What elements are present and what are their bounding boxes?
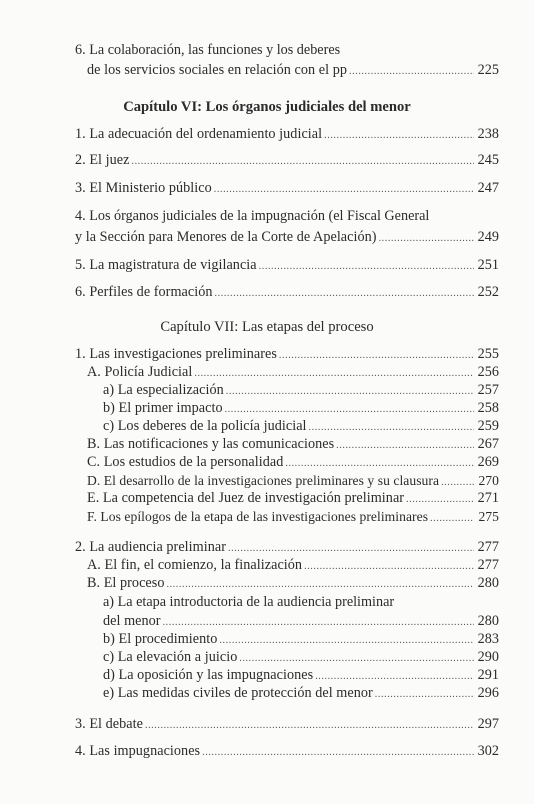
toc-entry-page: 283 (477, 631, 499, 647)
toc-entry-page: 271 (477, 490, 499, 506)
dot-leader (202, 744, 474, 761)
toc-entry (87, 490, 499, 508)
toc-entry (103, 382, 499, 400)
toc-entry-page: 225 (477, 62, 499, 78)
dot-leader (315, 668, 474, 685)
toc-entry (75, 180, 499, 198)
toc-entry (87, 508, 499, 527)
toc-entry-label: 1. La adecuación del ordenamiento judicial (75, 126, 323, 142)
toc-entry-label: c) Los deberes de la policía judicial (103, 418, 307, 434)
toc-entry-page: 277 (477, 539, 499, 555)
toc-entry-label: 6. La colaboración, las funciones y los deberes (75, 42, 341, 58)
toc-entry (87, 436, 499, 454)
dot-leader (145, 717, 474, 734)
toc-entry-label: E. La competencia del Juez de investigación preliminar (87, 490, 405, 506)
toc-entry (103, 631, 499, 649)
toc-entry (75, 346, 499, 364)
toc-entry (75, 126, 499, 144)
toc-entry (103, 418, 499, 436)
dot-leader (228, 540, 474, 557)
toc-entry-page: 269 (477, 454, 499, 470)
toc-entry-label: del menor (103, 613, 161, 629)
toc-entry-page: 302 (477, 743, 499, 759)
chapter-heading: Capítulo VII: Las etapas del proceso (160, 319, 374, 335)
toc-entry-label: y la Sección para Menores de la Corte de Apelación) (75, 229, 377, 245)
toc-entry-label: D. El desarrollo de la investigaciones preliminares y su clausura (87, 473, 440, 488)
toc-entry (75, 743, 499, 761)
toc-entry-label: B. El proceso (87, 575, 165, 591)
toc-entry-label: a) La especialización (103, 382, 224, 398)
toc-entry-page: 290 (477, 649, 499, 665)
toc-entry-label: 2. La audiencia preliminar (75, 539, 226, 555)
dot-leader (430, 510, 474, 527)
toc-entry-page: 252 (477, 284, 499, 300)
toc-entry-page: 291 (477, 667, 499, 683)
dot-leader (194, 365, 474, 382)
dot-leader (441, 474, 474, 491)
toc-entry (87, 472, 499, 491)
toc-entry (103, 685, 499, 703)
dot-leader (349, 63, 474, 80)
toc-entry (87, 557, 499, 575)
toc-entry (75, 257, 499, 275)
dot-leader (336, 437, 474, 454)
toc-entry-label: 1. Las investigaciones preliminares (75, 346, 277, 362)
toc-entry-label: A. Policía Judicial (87, 364, 193, 380)
toc-entry-page: 247 (477, 180, 499, 196)
toc-entry-page: 258 (477, 400, 499, 416)
toc-entry-label: 3. El Ministerio público (75, 180, 212, 196)
toc-entry-label: B. Las notificaciones y las comunicaciones (87, 436, 335, 452)
toc-entry-label: F. Los epílogos de la etapa de las investigaciones preliminares (87, 509, 429, 524)
toc-entry (87, 575, 499, 593)
toc-entry (75, 539, 499, 557)
dot-leader (285, 455, 474, 472)
toc-entry-page: 257 (477, 382, 499, 398)
toc-entry (87, 454, 499, 472)
dot-leader (379, 230, 474, 247)
toc-entry-label: 3. El debate (75, 716, 143, 732)
toc-entry-line (75, 208, 429, 225)
toc-entry-page: 280 (477, 613, 499, 629)
dot-leader (226, 383, 474, 400)
toc-entry (87, 364, 499, 382)
toc-entry-page: 255 (477, 346, 499, 362)
toc-entry-label: a) La etapa introductoria de la audiencia preliminar (103, 594, 395, 610)
toc-entry-label: de los servicios sociales en relación con el pp (87, 62, 348, 78)
dot-leader (375, 686, 474, 703)
dot-leader (279, 347, 474, 364)
toc-entry-page: 280 (477, 575, 499, 591)
toc-entry-page: 277 (477, 557, 499, 573)
toc-entry (75, 152, 499, 170)
toc-entry (103, 400, 499, 418)
dot-leader (324, 127, 474, 144)
toc-entry-page: 296 (477, 685, 499, 701)
toc-entry-label: e) Las medidas civiles de protección del menor (103, 685, 373, 701)
dot-leader (239, 650, 474, 667)
toc-entry-page: 259 (477, 418, 499, 434)
toc-entry-label: c) La elevación a juicio (103, 649, 238, 665)
dot-leader (131, 153, 474, 170)
dot-leader (309, 419, 474, 436)
dot-leader (219, 632, 474, 649)
toc-entry-label: 6. Perfiles de formación (75, 284, 213, 300)
toc-entry-page: 245 (477, 152, 499, 168)
toc-entry-label: b) El primer impacto (103, 400, 223, 416)
toc-entry (75, 716, 499, 734)
dot-leader (259, 258, 474, 275)
toc-entry (75, 229, 499, 247)
toc-entry-page: 267 (477, 436, 499, 452)
dot-leader (163, 614, 474, 631)
toc-entry (103, 613, 499, 631)
toc-entry-label: b) El procedimiento (103, 631, 218, 647)
toc-entry-page: 249 (477, 229, 499, 245)
toc-entry-page: 251 (477, 257, 499, 273)
toc-entry (103, 649, 499, 667)
toc-entry-page: 275 (478, 509, 499, 524)
dot-leader (166, 576, 474, 593)
toc-entry-label: A. El fin, el comienzo, la finalización (87, 557, 303, 573)
toc-entry-label: 4. Las impugnaciones (75, 743, 201, 759)
dot-leader (215, 285, 474, 302)
toc-entry-page: 297 (477, 716, 499, 732)
toc-entry-page: 256 (477, 364, 499, 380)
toc-entry-line (75, 42, 340, 59)
toc-entry (87, 62, 499, 80)
toc-entry-label: d) La oposición y las impugnaciones (103, 667, 314, 683)
toc-entry-label: 4. Los órganos judiciales de la impugnación (el Fiscal General (75, 208, 430, 224)
toc-entry-line (103, 594, 394, 611)
toc-entry (103, 667, 499, 685)
toc-entry-label: C. Los estudios de la personalidad (87, 454, 284, 470)
dot-leader (214, 181, 474, 198)
toc-entry-page: 270 (478, 473, 499, 488)
dot-leader (304, 558, 474, 575)
dot-leader (225, 401, 474, 418)
toc-entry-label: 2. El juez (75, 152, 130, 168)
dot-leader (406, 491, 474, 508)
chapter-heading: Capítulo VI: Los órganos judiciales del menor (123, 99, 411, 115)
toc-entry-label: 5. La magistratura de vigilancia (75, 257, 257, 273)
toc-entry (75, 284, 499, 302)
toc-entry-page: 238 (477, 126, 499, 142)
